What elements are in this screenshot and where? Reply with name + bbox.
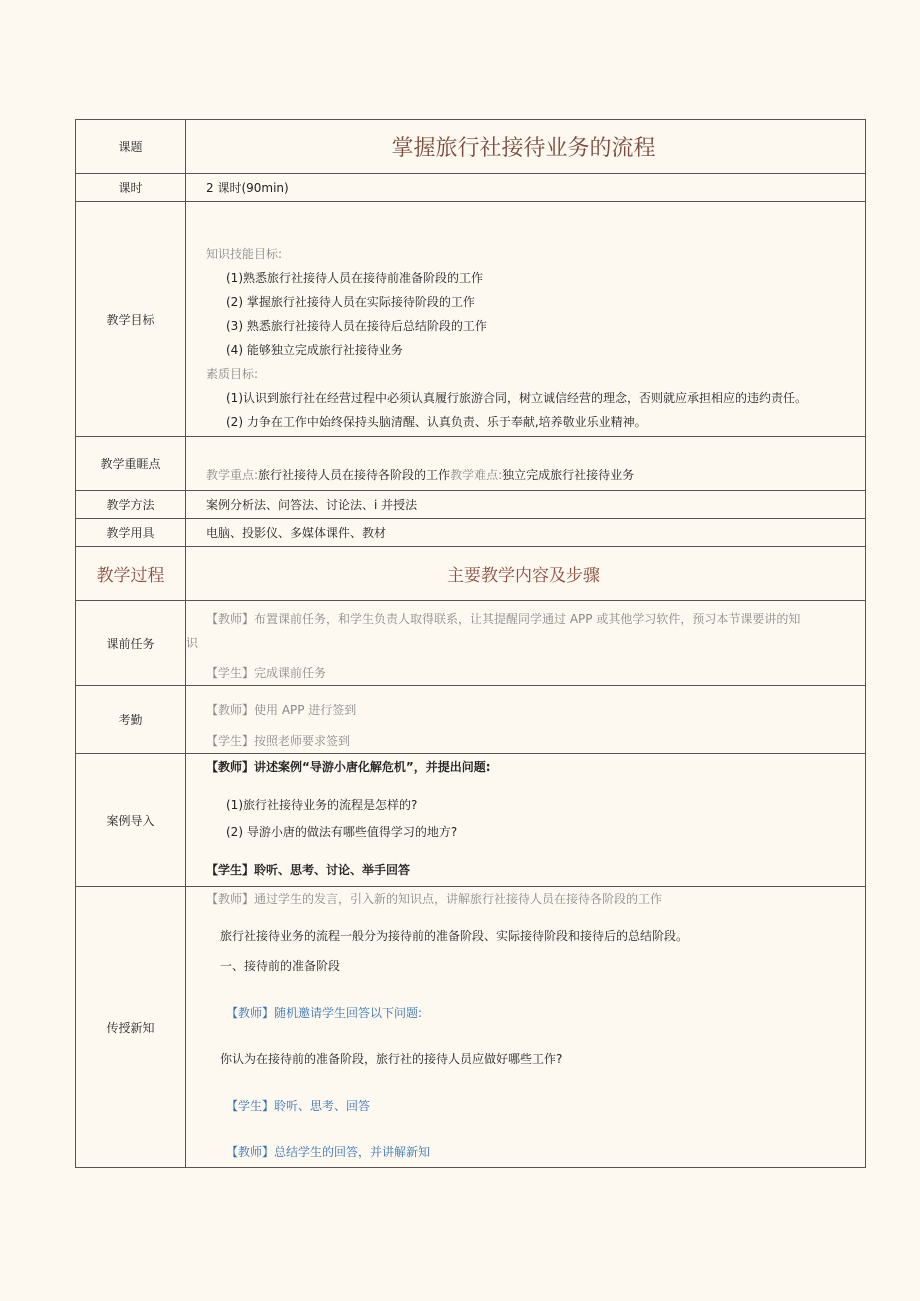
- quality-item: (1)认识到旅行社在经营过程中必须认真履行旅游合同，树立诚信经营的理念，否则就应承担相应的违约责任。: [226, 391, 808, 405]
- tools-label: 教学用具: [76, 519, 186, 547]
- attendance-label: 考勤: [76, 686, 186, 754]
- keypoints-text: [206, 463, 861, 487]
- quality-heading: 素质目标:: [206, 367, 259, 381]
- attendance-student: 【学生】按照老师要求签到: [206, 734, 351, 748]
- difficulty-text: 独立完成旅行社接待业务: [502, 468, 635, 482]
- case-intro-row: [76, 754, 866, 887]
- methods-row: [76, 491, 866, 519]
- teacher-summary: 【教师】总结学生的回答，并讲解新知: [226, 1145, 431, 1159]
- knowledge-heading: 知识技能目标:: [206, 247, 283, 261]
- topic-label: 课题: [76, 120, 186, 174]
- difficulty-label: 教学难点:: [450, 468, 503, 482]
- key-label: 教学重点:: [206, 468, 259, 482]
- knowledge-item: (3) 熟悉旅行社接待人员在接待后总结阶段的工作: [226, 319, 487, 333]
- process-overview: 旅行社接待业务的流程一般分为接待前的准备阶段、实际接待阶段和接待后的总结阶段。: [220, 929, 689, 943]
- topic-title: 掌握旅行社接待业务的流程: [391, 136, 656, 161]
- key-text: 旅行社接待人员在接待各阶段的工作: [258, 468, 451, 482]
- knowledge-item: (1)熟悉旅行社接待人员在接待前准备阶段的工作: [226, 271, 483, 285]
- methods-label: 教学方法: [76, 491, 186, 519]
- lesson-plan-table: [75, 119, 866, 1168]
- new-knowledge-teacher-intro: 【教师】通过学生的发言，引入新的知识点，讲解旅行社接待人员在接待各阶段的工作: [206, 892, 663, 906]
- knowledge-item: (4) 能够独立完成旅行社接待业务: [226, 343, 403, 357]
- case-intro-label: 案例导入: [76, 754, 186, 887]
- pre-task-student: 【学生】完成课前任务: [206, 666, 327, 680]
- case-question: (1)旅行社接待业务的流程是怎样的?: [226, 798, 418, 812]
- new-knowledge-row: [76, 887, 866, 1168]
- hours-value: 2 课时(90min): [186, 174, 866, 202]
- pre-task-label: 课前任务: [76, 601, 186, 686]
- attendance-teacher: 【教师】使用 APP 进行签到: [206, 703, 357, 717]
- keypoints-label: 教学重睚点: [76, 437, 186, 491]
- teacher-ask: 【教师】随机邀请学生回答以下问题:: [226, 1006, 423, 1020]
- knowledge-item: (2) 掌握旅行社接待人员在实际接待阶段的工作: [226, 295, 475, 309]
- pre-task-teacher-cont: 识: [186, 636, 199, 650]
- prep-question: 你认为在接待前的准备阶段，旅行社的接待人员应做好哪些工作?: [220, 1052, 563, 1066]
- tools-row: [76, 519, 866, 547]
- objectives-label: 教学目标: [76, 202, 186, 437]
- hours-row: [76, 174, 866, 202]
- tools-value: 电脑、投影仪、多媒体课件、教材: [186, 519, 866, 547]
- new-knowledge-label: 传授新知: [76, 887, 186, 1168]
- process-content-title: 主要教学内容及步骤: [447, 566, 600, 586]
- process-header-row: [76, 547, 866, 601]
- lesson-plan: [75, 119, 866, 1168]
- process-label: 教学过程: [76, 547, 186, 601]
- case-intro-student: 【学生】聆听、思考、讨论、举手回答: [206, 863, 411, 877]
- pre-task-teacher: 【教师】布置课前任务，和学生负责人取得联系，让其提醒同学通过 APP 或其他学习软件，预习本节课要讲的知: [206, 612, 801, 626]
- hours-label: 课时: [76, 174, 186, 202]
- quality-item: (2) 力争在工作中始终保持头脑清醒、认真负责、乐于奉献,培养敬业乐业精神。: [226, 415, 647, 429]
- pre-task-row: [76, 601, 866, 686]
- objectives-row: [76, 202, 866, 437]
- case-intro-teacher: 【教师】讲述案例“导游小唐化解危机”，并提出问题:: [206, 760, 491, 774]
- case-question: (2) 导游小唐的做法有哪些值得学习的地方?: [226, 825, 458, 839]
- topic-row: [76, 120, 866, 174]
- methods-value: 案例分析法、问答法、讨论法、i 并授法: [186, 491, 866, 519]
- keypoints-row: [76, 437, 866, 491]
- attendance-row: [76, 686, 866, 754]
- section-heading: 一、接待前的准备阶段: [220, 959, 341, 973]
- student-response: 【学生】聆听、思考、回答: [226, 1099, 371, 1113]
